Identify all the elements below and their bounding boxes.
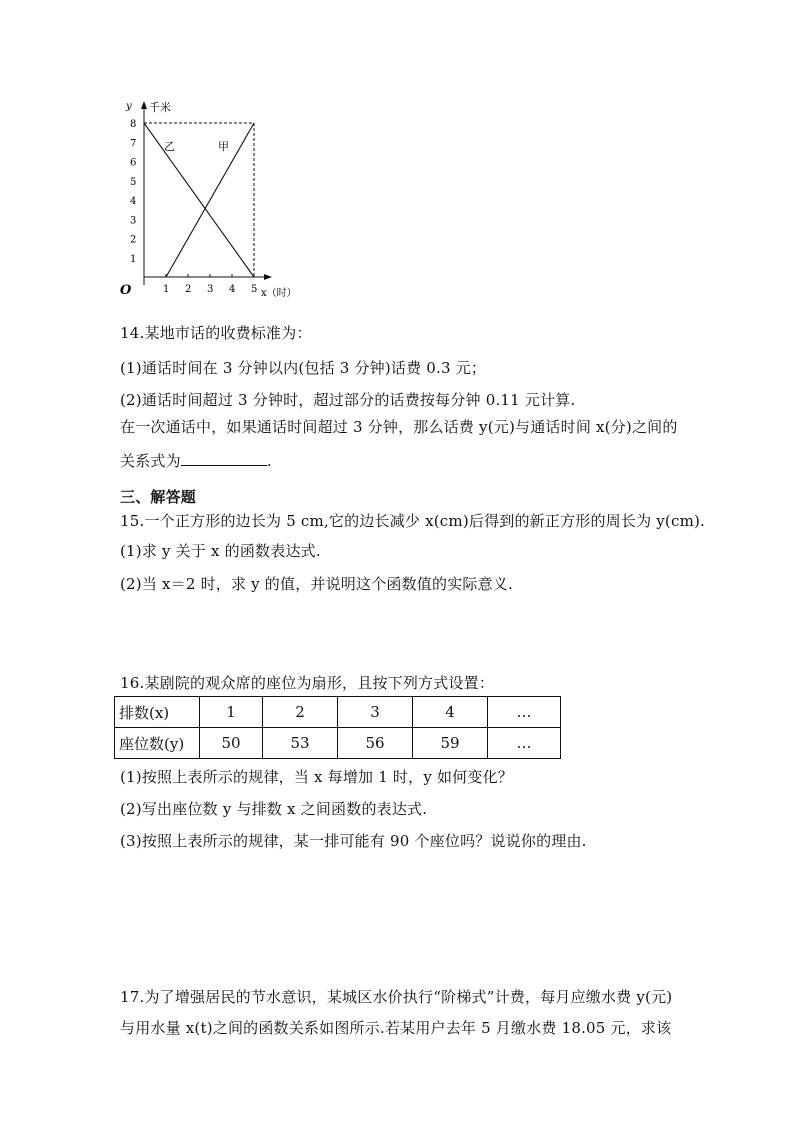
q16-part-3: (3)按照上表所示的规律，某一排可能有 90 个座位吗？说说你的理由. bbox=[120, 832, 587, 850]
table-cell: 4 bbox=[413, 697, 488, 728]
table-cell: 50 bbox=[200, 728, 263, 759]
series-label-yi: 乙 bbox=[164, 140, 175, 153]
table-cell: 2 bbox=[263, 697, 338, 728]
q14-stem-2-prefix: 关系式为 bbox=[120, 452, 181, 470]
y-tick-label: 3 bbox=[130, 215, 137, 227]
q17-line-2: 与用水量 x(t)之间的函数关系如图所示.若某用户去年 5 月缴水费 18.05 元，求该 bbox=[120, 1019, 672, 1037]
y-tick-label: 6 bbox=[130, 157, 137, 169]
table-cell: 59 bbox=[413, 728, 488, 759]
y-axis-label: y bbox=[126, 101, 132, 112]
series-label-jia: 甲 bbox=[218, 140, 229, 153]
y-axis-arrow bbox=[141, 101, 147, 109]
x-tick-label: 1 bbox=[163, 284, 170, 295]
section-heading: 三、解答题 bbox=[120, 488, 197, 506]
x-tick-label: 3 bbox=[207, 284, 214, 295]
table-cell: 56 bbox=[338, 728, 413, 759]
q14-rule-1: (1)通话时间在 3 分钟以内(包括 3 分钟)话费 0.3 元； bbox=[120, 359, 487, 377]
y-tick-label: 8 bbox=[130, 119, 137, 130]
table-row bbox=[115, 697, 561, 728]
table-cell: 53 bbox=[263, 728, 338, 759]
q14-rule-2: (2)通话时间超过 3 分钟时，超过部分的话费按每分钟 0.11 元计算. bbox=[120, 391, 576, 409]
q17-line-1: 17.为了增强居民的节水意识，某城区水价执行“阶梯式”计费，每月应缴水费 y(元) bbox=[120, 988, 673, 1006]
table-row bbox=[115, 728, 561, 759]
origin-label: O bbox=[120, 283, 132, 298]
q15-part-1: (1)求 y 关于 x 的函数表达式. bbox=[120, 542, 321, 560]
seat-table bbox=[114, 696, 561, 759]
x-axis-arrow bbox=[264, 274, 272, 280]
series-line bbox=[166, 123, 254, 277]
q15-stem: 15.一个正方形的边长为 5 cm,它的边长减少 x(cm)后得到的新正方形的周长为 y(cm). bbox=[120, 512, 706, 530]
y-tick-label: 1 bbox=[130, 253, 137, 265]
x-axis-label: x（时） bbox=[261, 288, 297, 299]
q14-stem-1: 在一次通话中，如果通话时间超过 3 分钟，那么话费 y(元)与通话时间 x(分)之间的 bbox=[120, 418, 678, 436]
distance-time-graph bbox=[118, 95, 318, 305]
q15-part-2: (2)当 x＝2 时，求 y 的值，并说明这个函数值的实际意义. bbox=[120, 575, 513, 593]
graph-svg bbox=[118, 95, 318, 305]
table-cell: … bbox=[488, 697, 561, 728]
x-tick-label: 5 bbox=[251, 284, 258, 295]
q16-stem: 16.某剧院的观众席的座位为扇形，且按下列方式设置： bbox=[120, 674, 495, 692]
q14-stem-2-suffix: . bbox=[266, 452, 272, 470]
q16-part-1: (1)按照上表所示的规律，当 x 每增加 1 时，y 如何变化？ bbox=[120, 768, 513, 786]
series-line bbox=[144, 123, 254, 277]
y-tick-label: 5 bbox=[130, 176, 137, 188]
table-cell: 1 bbox=[200, 697, 263, 728]
q14-title: 14.某地市话的收费标准为： bbox=[120, 324, 312, 342]
table-cell: 座位数(y) bbox=[115, 728, 200, 759]
table-cell: … bbox=[488, 728, 561, 759]
q16-part-2: (2)写出座位数 y 与排数 x 之间函数的表达式. bbox=[120, 800, 428, 818]
answer-blank[interactable] bbox=[181, 450, 267, 466]
y-tick-label: 4 bbox=[130, 196, 137, 207]
table-cell: 3 bbox=[338, 697, 413, 728]
table-cell: 排数(x) bbox=[115, 697, 200, 728]
x-tick-label: 4 bbox=[229, 284, 236, 295]
y-tick-label: 7 bbox=[130, 138, 137, 150]
y-unit-label: 千米 bbox=[149, 101, 171, 114]
x-tick-label: 2 bbox=[185, 284, 192, 295]
y-tick-label: 2 bbox=[130, 234, 137, 246]
q14-stem-2 bbox=[120, 450, 272, 471]
